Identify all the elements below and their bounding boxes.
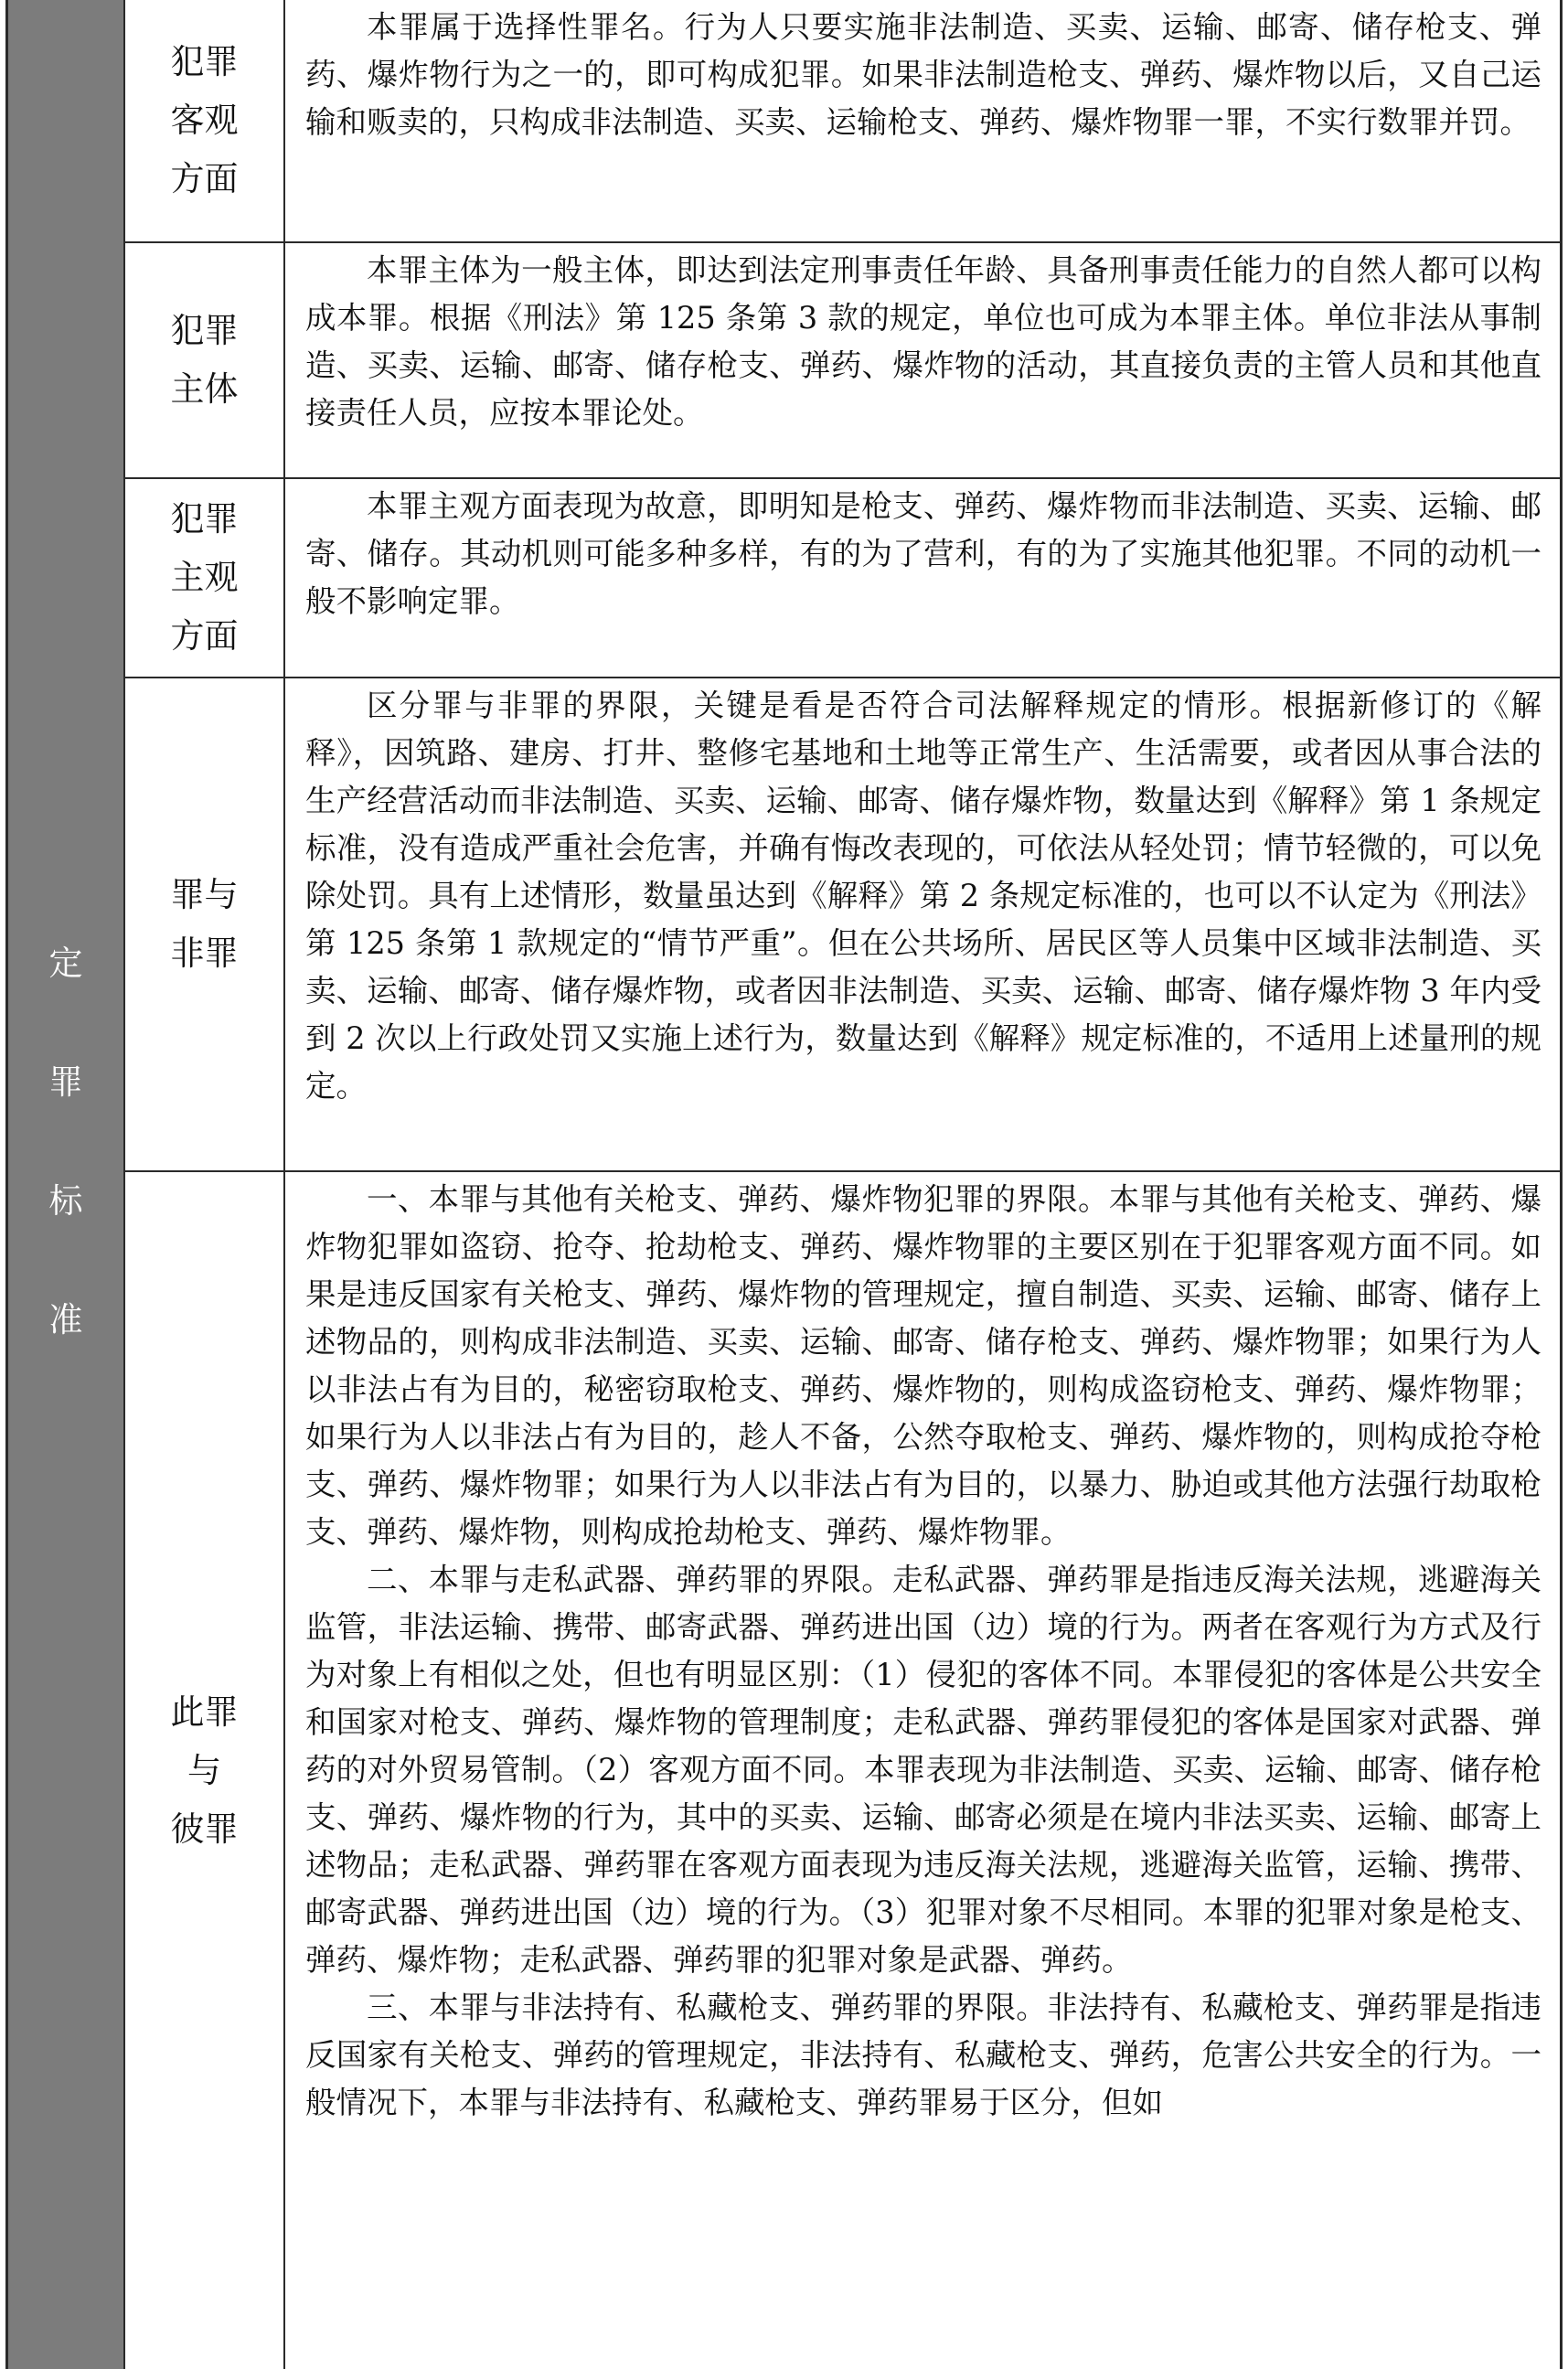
row-objective-aspect (125, 0, 1560, 243)
row-label: 犯罪 主体 (170, 311, 239, 409)
row-content (285, 479, 1560, 677)
row-label-cell (125, 479, 285, 677)
paragraph: 一、本罪与其他有关枪支、弹药、爆炸物犯罪的界限。本罪与其他有关枪支、弹药、爆炸物犯罪如盗窃、抢夺、抢劫枪支、弹药、爆炸物罪的主要区别在于犯罪客观方面不同。如果是违反国家有关枪支、弹药、爆炸物的管理规定，擅自制造、买卖、运输、邮寄、储存上述物品的，则构成非法制造、买卖、运输、邮寄、储存枪支、弹药、爆炸物罪；如果行为人以非法占有为目的，秘密窃取枪支、弹药、爆炸物的，则构成盗窃枪支、弹药、爆炸物罪；如果行为人以非法占有为目的，趁人不备，公然夺取枪支、弹药、爆炸物的，则构成抢夺枪支、弹药、爆炸物罪；如果行为人以非法占有为目的，以暴力、胁迫或其他方法强行劫取枪支、弹药、爆炸物，则构成抢劫枪支、弹药、爆炸物罪。 (305, 1181, 1541, 1550)
paragraph: 区分罪与非罪的界限，关键是看是否符合司法解释规定的情形。根据新修订的《解释》，因筑路、建房、打井、整修宅基地和土地等正常生产、生活需要，或者因从事合法的生产经营活动而非法制造、买卖、运输、邮寄、储存爆炸物，数量达到《解释》第 1 条规定标准，没有造成严重社会危害，并确有悔改表现的，可依法从轻处罚；情节轻微的，可以免除处罚。具有上述情形，数量虽达到《解释》第 2 条规定标准的，也可以不认定为《刑法》第 125 条第 1 款规定的“情节严重”。但在公共场所、居民区等人员集中区域非法制造、买卖、运输、邮寄、储存爆炸物，或者因非法制造、买卖、运输、邮寄、储存爆炸物 3 年内受到 2 次以上行政处罚又实施上述行为，数量达到《解释》规定标准的，不适用上述量刑的规定。 (305, 688, 1541, 1104)
sidebar-char: 标 (48, 1181, 83, 1221)
paragraph: 本罪主观方面表现为故意，即明知是枪支、弹药、爆炸物而非法制造、买卖、运输、邮寄、储存。其动机则可能多种多样，有的为了营利，有的为了实施其他犯罪。不同的动机一般不影响定罪。 (305, 488, 1541, 619)
row-label-cell (125, 678, 285, 1170)
row-content (285, 243, 1560, 477)
row-label: 犯罪 主观 方面 (170, 499, 239, 656)
row-content (285, 678, 1560, 1170)
paragraph: 三、本罪与非法持有、私藏枪支、弹药罪的界限。非法持有、私藏枪支、弹药罪是指违反国家有关枪支、弹药的管理规定，非法持有、私藏枪支、弹药，危害公共安全的行为。一般情况下，本罪与非法持有、私藏枪支、弹药罪易于区分，但如 (305, 1990, 1541, 2120)
paragraph: 本罪主体为一般主体，即达到法定刑事责任年龄、具备刑事责任能力的自然人都可以构成本罪。根据《刑法》第 125 条第 3 款的规定，单位也可成为本罪主体。单位非法从事制造、买卖、运输、邮寄、储存枪支、弹药、爆炸物的活动，其直接负责的主管人员和其他直接责任人员，应按本罪论处。 (305, 252, 1541, 431)
row-label-cell (125, 243, 285, 477)
row-subject (125, 243, 1560, 479)
document-page (5, 0, 1563, 2369)
row-label-cell (125, 0, 285, 241)
row-label: 罪与 非罪 (170, 875, 239, 973)
row-crime-vs-noncrime (125, 678, 1560, 1172)
row-subjective-aspect (125, 479, 1560, 678)
row-content (285, 1172, 1560, 2369)
row-content (285, 0, 1560, 241)
paragraph: 二、本罪与走私武器、弹药罪的界限。走私武器、弹药罪是指违反海关法规，逃避海关监管，非法运输、携带、邮寄武器、弹药进出国（边）境的行为。两者在客观行为方式及行为对象上有相似之处，但也有明显区别：（1）侵犯的客体不同。本罪侵犯的客体是公共安全和国家对枪支、弹药、爆炸物的管理制度；走私武器、弹药罪侵犯的客体是国家对武器、弹药的对外贸易管制。（2）客观方面不同。本罪表现为非法制造、买卖、运输、邮寄、储存枪支、弹药、爆炸物的行为，其中的买卖、运输、邮寄必须是在境内非法买卖、运输、邮寄上述物品；走私武器、弹药罪在客观方面表现为违反海关法规，逃避海关监管，运输、携带、邮寄武器、弹药进出国（边）境的行为。（3）犯罪对象不尽相同。本罪的犯罪对象是枪支、弹药、爆炸物；走私武器、弹药罪的犯罪对象是武器、弹药。 (305, 1562, 1541, 1978)
sidebar-char: 定 (48, 944, 83, 983)
sidebar-char: 罪 (48, 1062, 83, 1102)
row-label: 犯罪 客观 方面 (170, 42, 239, 198)
row-this-vs-other-crime (125, 1172, 1560, 2369)
row-label-cell (125, 1172, 285, 2369)
paragraph: 本罪属于选择性罪名。行为人只要实施非法制造、买卖、运输、邮寄、储存枪支、弹药、爆炸物行为之一的，即可构成犯罪。如果非法制造枪支、弹药、爆炸物以后，又自己运输和贩卖的，只构成非法制造、买卖、运输枪支、弹药、爆炸物罪一罪，不实行数罪并罚。 (305, 9, 1541, 140)
section-sidebar (8, 0, 125, 2369)
sidebar-char: 准 (48, 1300, 83, 1339)
row-label: 此罪 与 彼罪 (170, 1691, 239, 1849)
